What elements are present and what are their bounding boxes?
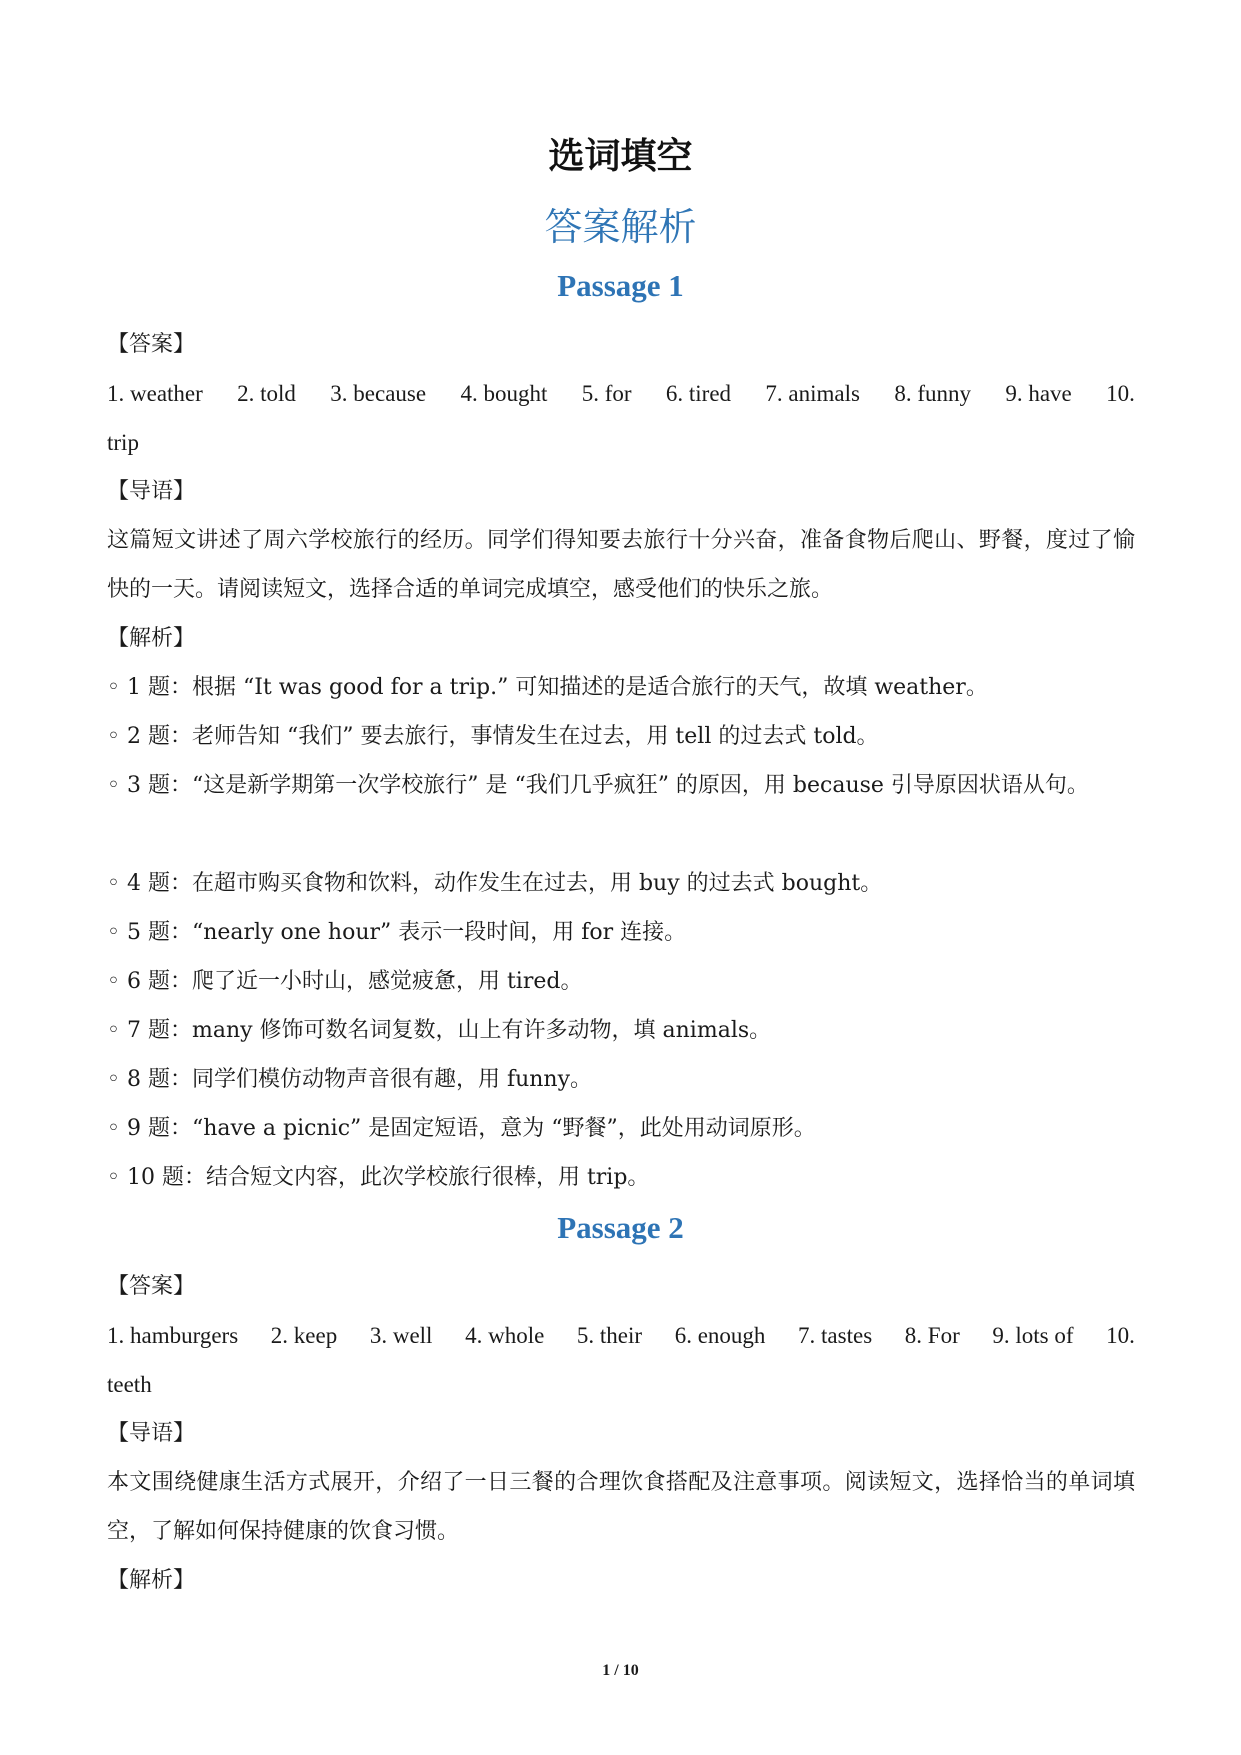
analysis-label: 【解析】 <box>107 1568 196 1593</box>
intro-label: 【导语】 <box>107 1421 196 1446</box>
answer-item: 4. bought <box>460 381 548 406</box>
answer-item: 1. hamburgers <box>107 1323 239 1348</box>
answer-item: 6. tired <box>665 381 732 406</box>
answer-item: 9. lots of <box>992 1323 1074 1348</box>
answer-item: 2. keep <box>270 1323 338 1348</box>
answer-item: 5. their <box>576 1323 643 1348</box>
answer-item: 7. animals <box>765 381 860 406</box>
analysis-item: ◦ 5 题：“nearly one hour” 表示一段时间，用 for 连接。 <box>107 920 687 945</box>
passage-2-content <box>107 1262 1135 1605</box>
intro-label: 【导语】 <box>107 479 196 504</box>
passage-1-heading: Passage 1 <box>557 268 684 303</box>
page-subtitle: 答案解析 <box>544 205 697 249</box>
answer-item: 8. funny <box>894 381 971 406</box>
answer-label: 【答案】 <box>107 1274 196 1299</box>
analysis-item: ◦ 10 题：结合短文内容，此次学校旅行很棒，用 trip。 <box>107 1165 650 1190</box>
analysis-item: ◦ 2 题：老师告知 “我们” 要去旅行，事情发生在过去，用 tell 的过去式 told。 <box>107 724 879 749</box>
analysis-item: ◦ 6 题：爬了近一小时山，感觉疲惫，用 tired。 <box>107 969 583 994</box>
answer-item: 8. For <box>904 1323 960 1348</box>
answer-item: 3. well <box>369 1323 433 1348</box>
answer-label: 【答案】 <box>107 332 196 357</box>
answer-item: 7. tastes <box>798 1323 873 1348</box>
intro-text: 这篇短文讲述了周六学校旅行的经历。同学们得知要去旅行十分兴奋，准备食物后爬山、野餐，度过了愉快的一天。请阅读短文，选择合适的单词完成填空，感受他们的快乐之旅。 <box>107 528 1135 602</box>
analysis-label: 【解析】 <box>107 626 196 651</box>
intro-text: 本文围绕健康生活方式展开，介绍了一日三餐的合理饮食搭配及注意事项。阅读短文，选择恰当的单词填空，了解如何保持健康的饮食习惯。 <box>107 1470 1135 1544</box>
passage-1-content <box>107 320 1135 1202</box>
answer-item: 2. told <box>237 381 296 406</box>
answer-item: 5. for <box>581 381 632 406</box>
answer-item: 10. <box>1106 1323 1135 1348</box>
analysis-item: ◦ 8 题：同学们模仿动物声音很有趣，用 funny。 <box>107 1067 593 1092</box>
answer-item: 6. enough <box>674 1323 766 1348</box>
answer-item: 4. whole <box>465 1323 545 1348</box>
passage-2-heading: Passage 2 <box>557 1210 684 1245</box>
page-title: 选词填空 <box>548 136 693 177</box>
answer-item: 3. because <box>330 381 427 406</box>
answer-wrap: teeth <box>107 1372 152 1397</box>
analysis-item: ◦ 1 题：根据 “It was good for a trip.” 可知描述的是适合旅行的天气，故填 weather。 <box>107 675 988 700</box>
analysis-item: ◦ 4 题：在超市购买食物和饮料，动作发生在过去，用 buy 的过去式 bought。 <box>107 871 883 896</box>
answer-item: 9. have <box>1005 381 1072 406</box>
answer-item: 1. weather <box>107 381 203 406</box>
answer-wrap: trip <box>107 430 139 455</box>
analysis-item: ◦ 3 题：“这是新学期第一次学校旅行” 是 “我们几乎疯狂” 的原因，用 because 引导原因状语从句。 <box>107 773 1089 798</box>
analysis-item: ◦ 7 题：many 修饰可数名词复数，山上有许多动物，填 animals。 <box>107 1018 772 1043</box>
answer-item: 10. <box>1106 381 1135 406</box>
analysis-item: ◦ 9 题：“have a picnic” 是固定短语，意为 “野餐”，此处用动词原形。 <box>107 1116 816 1141</box>
page-number: 1 / 10 <box>602 1662 639 1679</box>
answer-list <box>107 369 1135 418</box>
answer-list <box>107 1311 1135 1360</box>
